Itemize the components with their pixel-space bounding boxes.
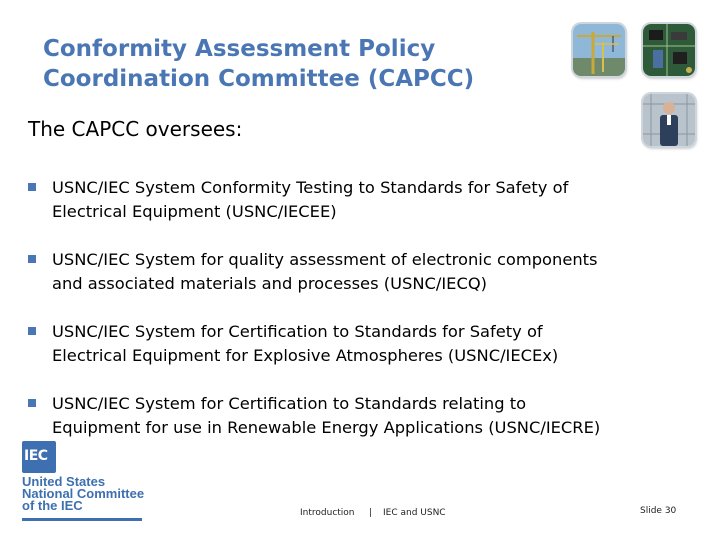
- bullet-text-line1: USNC/IEC System for quality assessment of electronic components: [52, 250, 598, 269]
- bullet-text-line1: USNC/IEC System Conformity Testing to Standards for Safety of: [52, 178, 569, 197]
- bullet-item: [28, 176, 678, 224]
- logo-line-1: United States: [22, 474, 106, 489]
- photo-collage: [570, 22, 700, 150]
- slide-number: Slide 30: [640, 506, 677, 516]
- bullet-text-line1: USNC/IEC System for Certification to Standards for Safety of: [52, 322, 543, 341]
- bullet-item: [28, 320, 678, 368]
- iec-logo-mark-text: IEC: [24, 448, 48, 464]
- usnc-iec-logo: [22, 438, 147, 524]
- iec-logo-mark: [22, 441, 56, 473]
- engineer-photo: [643, 94, 695, 146]
- title-line-2: Coordination Committee (CAPCC): [43, 66, 475, 92]
- title-line-1: Conformity Assessment Policy: [43, 36, 436, 62]
- slide-title: [43, 34, 563, 94]
- logo-underline: [22, 518, 142, 521]
- footer-separator: |: [369, 508, 373, 518]
- footer-section-introduction: Introduction: [300, 508, 355, 518]
- square-bullet-icon: [28, 399, 36, 407]
- footer-section-iec-usnc: IEC and USNC: [383, 508, 446, 518]
- logo-line-2: National Committee: [22, 486, 145, 501]
- bullet-item: [28, 392, 678, 440]
- bullet-text-line2: and associated materials and processes (USNC/IECQ): [52, 274, 487, 293]
- logo-wordmark: [22, 476, 144, 512]
- square-bullet-icon: [28, 327, 36, 335]
- bullet-text-line2: Electrical Equipment (USNC/IECEE): [52, 202, 337, 221]
- bullet-text-line2: Electrical Equipment for Explosive Atmospheres (USNC/IECEx): [52, 346, 559, 365]
- crane-photo: [573, 24, 625, 76]
- subtitle: The CAPCC oversees:: [28, 117, 243, 141]
- bullet-list: [28, 176, 678, 464]
- square-bullet-icon: [28, 255, 36, 263]
- logo-line-3: of the IEC: [22, 498, 83, 513]
- bullet-item: [28, 248, 678, 296]
- square-bullet-icon: [28, 183, 36, 191]
- circuit-board-photo: [643, 24, 695, 76]
- bullet-text-line1: USNC/IEC System for Certification to Standards relating to: [52, 394, 527, 413]
- bullet-text-line2: Equipment for use in Renewable Energy Applications (USNC/IECRE): [52, 418, 601, 437]
